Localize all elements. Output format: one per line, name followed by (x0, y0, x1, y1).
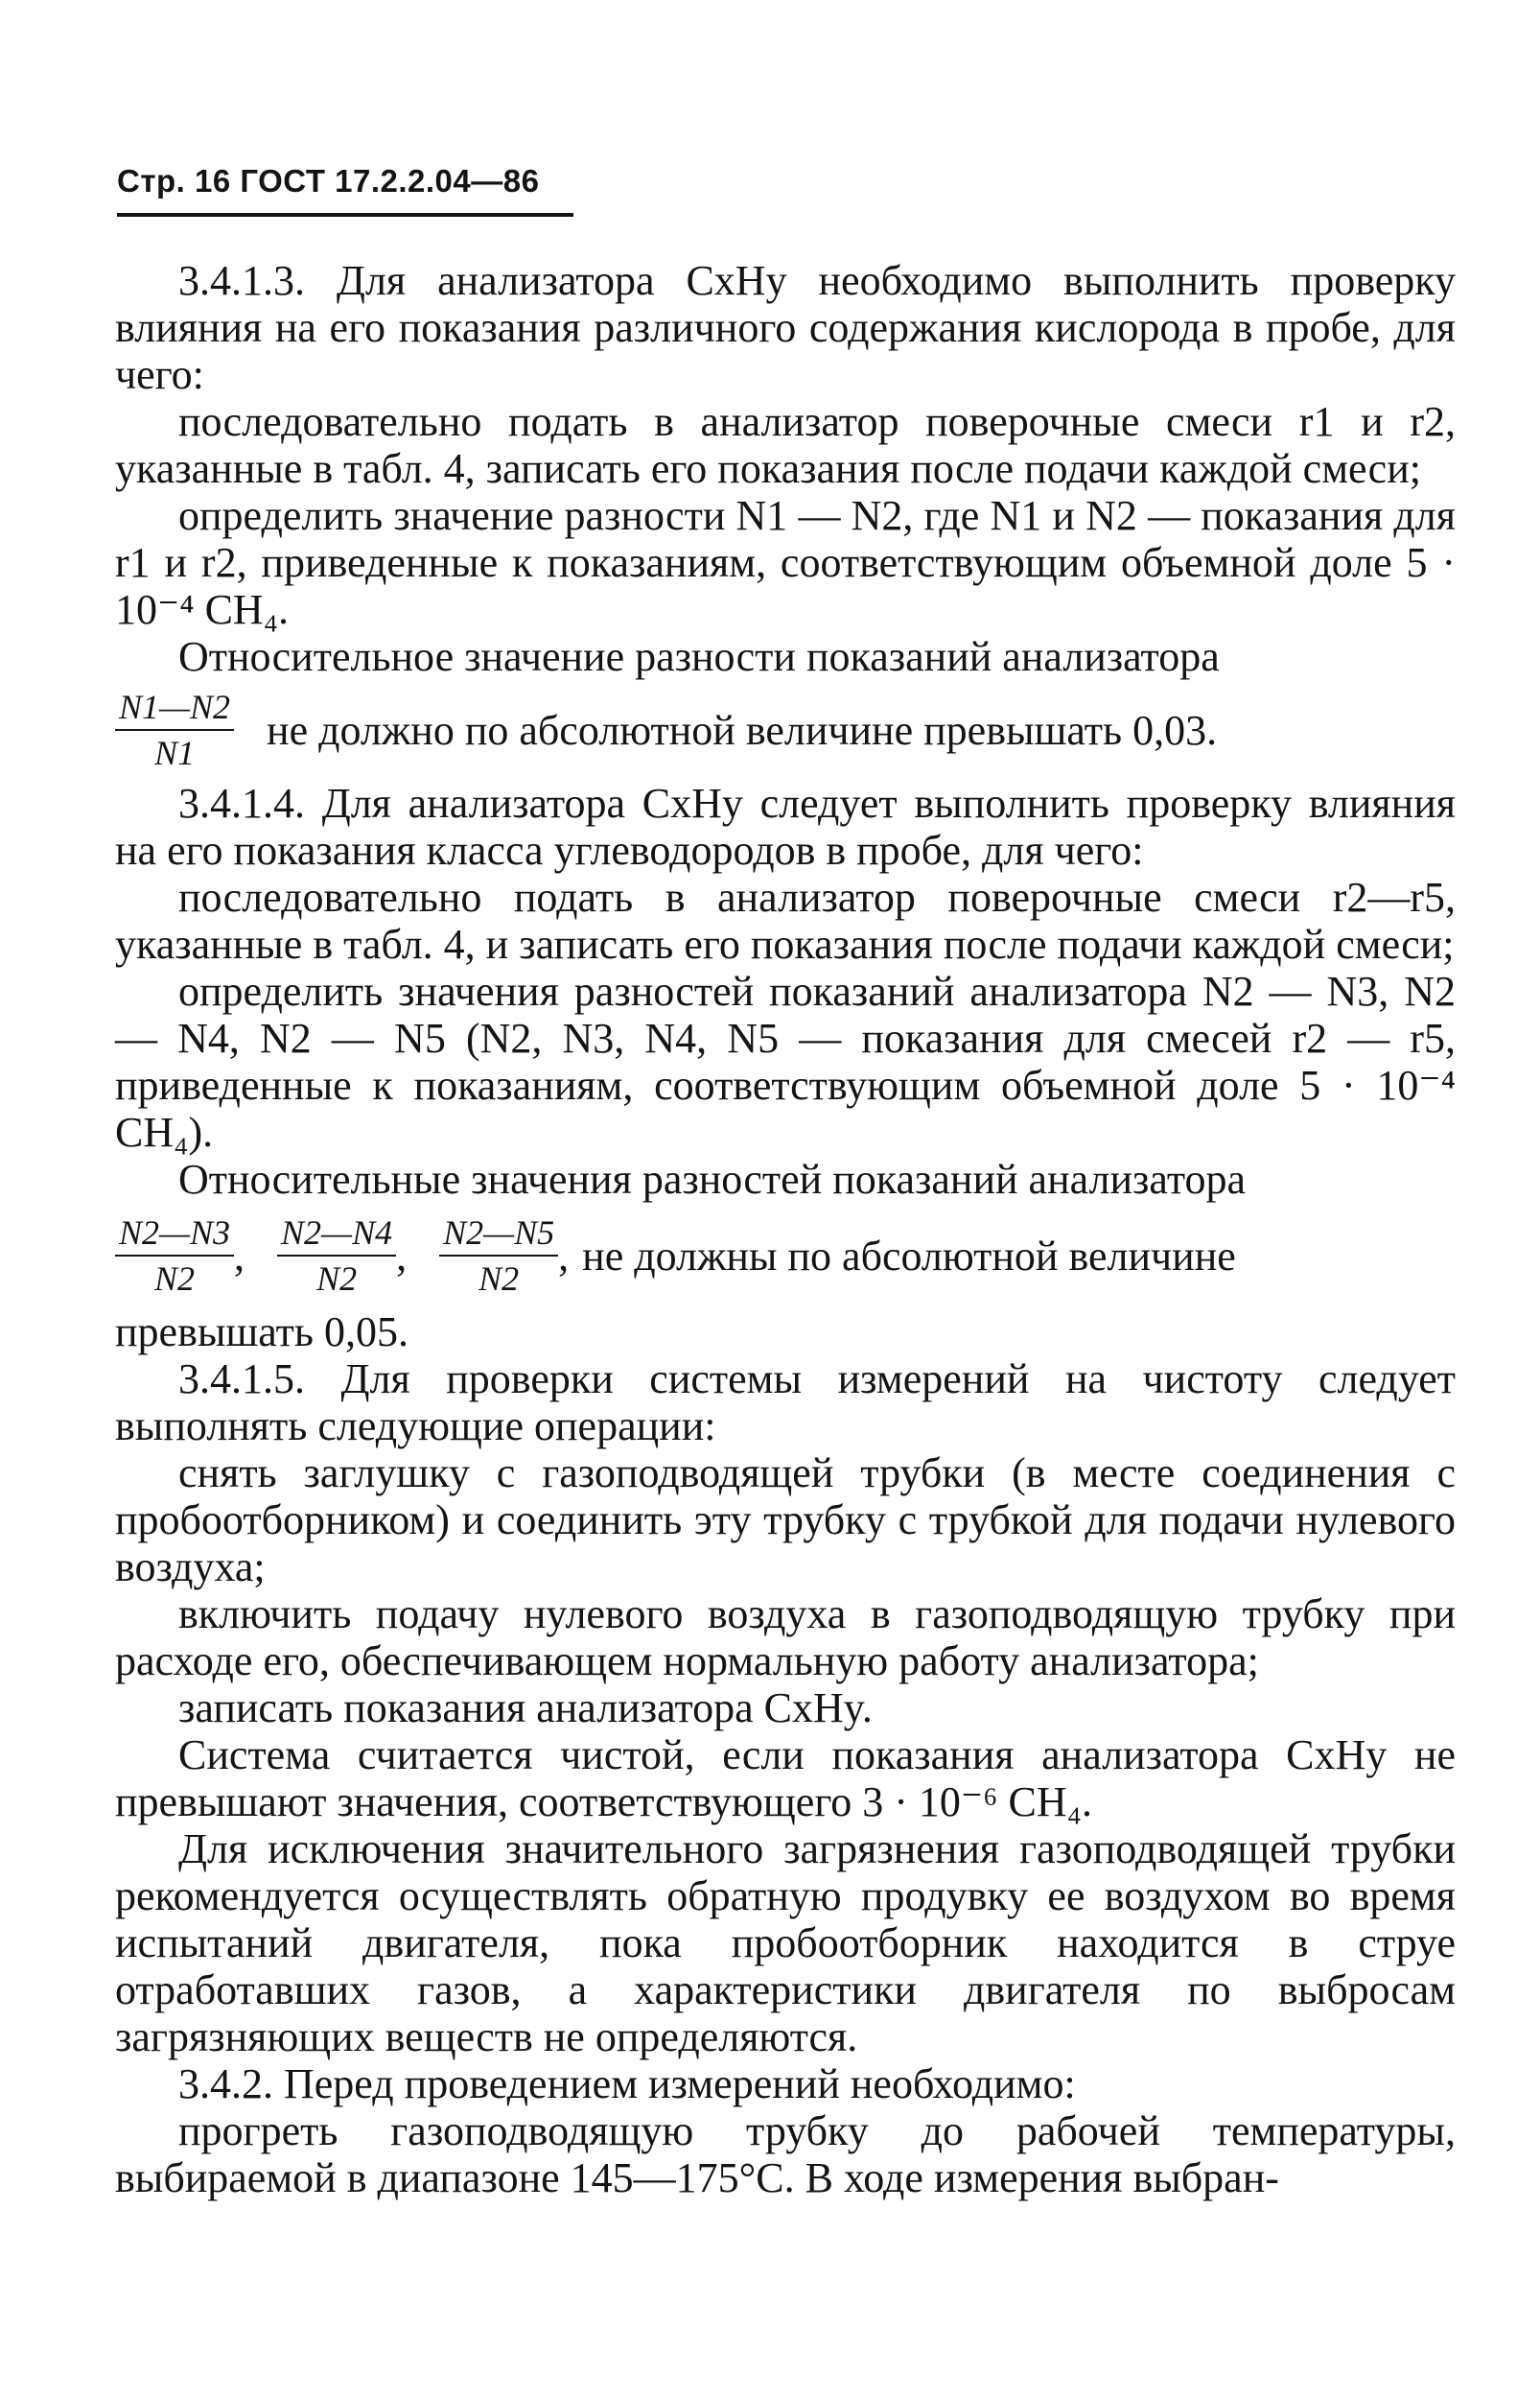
fraction-denominator: N2 (316, 1259, 358, 1298)
fraction-numerator: N2—N3 (115, 1212, 234, 1257)
paragraph-relative-values: Относительные значения разностей показаний анализатора (178, 1156, 1246, 1203)
fraction (439, 1212, 558, 1299)
fraction-numerator: N2—N5 (439, 1212, 558, 1257)
paragraph-3-4-1-3: 3.4.1.3. Для анализатора CxHy необходимо выполнить проверку влияния на его показания различного содержания кислорода в пробе, для чего: (115, 257, 1456, 398)
page-header: Стр. 16 ГОСТ 17.2.2.04—86 (117, 163, 540, 199)
document-body (115, 257, 1456, 2201)
paragraph-step-record: записать показания анализатора CxHy. (178, 1684, 873, 1731)
fraction-denominator: N1 (154, 734, 196, 772)
paragraph-exceed-limit: превышать 0,05. (115, 1308, 408, 1355)
paragraph-step-differences: определить значения разностей показаний анализатора N2 — N3, N2 — N4, N2 — N5 (N2, N3, N4, N5 — показания для смесей r2 — r5, приведенные к показаниям, соответствующим объемной доле 5 · 10⁻⁴ CH₄). (115, 968, 1456, 1156)
paragraph-step-supply-r1-r2: последовательно подать в анализатор поверочные смеси r1 и r2, указанные в табл. 4, записать его показания после подачи каждой смеси; (115, 398, 1456, 492)
paragraph-step-difference: определить значение разности N1 — N2, где N1 и N2 — показания для r1 и r2, приведенные к показаниям, соответствующим объемной доле 5 · 10⁻⁴ CH₄. (115, 492, 1456, 633)
header-rule (117, 213, 573, 217)
formula-text: не должны по абсолютной величине (582, 1232, 1236, 1280)
formula-text: не должно по абсолютной величине превышать 0,03. (267, 706, 1218, 754)
paragraph-step-remove-plug: снять заглушку с газоподводящей трубки (в месте соединения с пробоотборником) и соединить эту трубку с трубкой для подачи нулевого воздуха; (115, 1449, 1456, 1590)
paragraph-3-4-1-5: 3.4.1.5. Для проверки системы измерений на чистоту следует выполнять следующие операции: (115, 1355, 1456, 1449)
fraction-denominator: N2 (478, 1259, 520, 1298)
paragraph-3-4-1-4: 3.4.1.4. Для анализатора CxHy следует выполнить проверку влияния на его показания класса углеводородов в пробе, для чего: (115, 780, 1456, 874)
fraction (277, 1212, 396, 1299)
paragraph-step-supply-r2-r5: последовательно подать в анализатор поверочные смеси r2—r5, указанные в табл. 4, и записать его показания после подачи каждой смеси; (115, 874, 1456, 968)
paragraph-3-4-2: 3.4.2. Перед проведением измерений необходимо: (178, 2060, 1076, 2107)
paragraph-system-clean: Система считается чистой, если показания анализатора CxHy не превышают значения, соответствующего 3 · 10⁻⁶ CH₄. (115, 1731, 1456, 1825)
fraction (115, 687, 234, 773)
fraction (115, 1212, 234, 1299)
formula-relative-difference (115, 680, 1456, 780)
fraction-numerator: N2—N4 (277, 1212, 396, 1257)
fraction-separator: , (234, 1232, 245, 1280)
paragraph-relative-value: Относительное значение разности показаний анализатора (178, 633, 1220, 680)
fraction-separator: , (396, 1232, 408, 1280)
paragraph-warm-up: прогреть газоподводящую трубку до рабочей температуры, выбираемой в диапазоне 145—175°C. В ходе измерения выбран- (115, 2107, 1456, 2201)
fraction-numerator: N1—N2 (115, 687, 234, 731)
paragraph-step-zero-air: включить подачу нулевого воздуха в газоподводящую трубку при расходе его, обеспечивающем нормальную работу анализатора; (115, 1590, 1456, 1684)
fraction-separator: , (558, 1232, 570, 1280)
paragraph-back-purge: Для исключения значительного загрязнения газоподводящей трубки рекомендуется осуществлять обратную продувку ее воздухом во время испытаний двигателя, пока пробоотборник находится в струе отработавших газов, а характеристики двигателя по выбросам загрязняющих веществ не определяются. (115, 1825, 1456, 2060)
fraction-denominator: N2 (154, 1259, 196, 1298)
formula-relative-differences (115, 1203, 1456, 1308)
